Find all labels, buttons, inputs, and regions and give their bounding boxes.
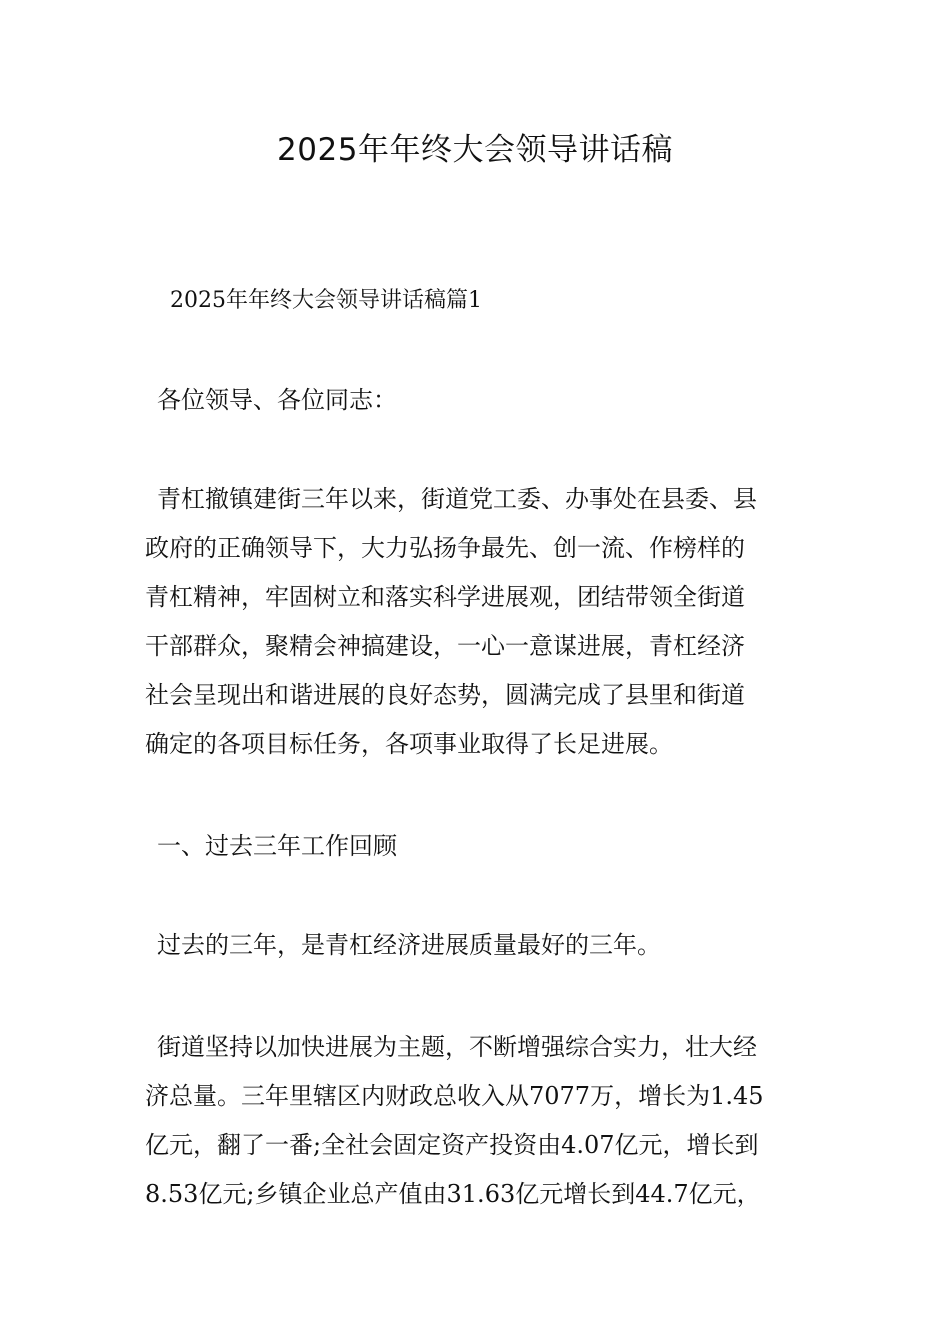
paragraph-1-line-3: 青杠精神，牢固树立和落实科学进展观，团结带领全街道 [145,583,745,611]
paragraph-3-line-3: 亿元，翻了一番;全社会固定资产投资由4.07亿元，增长到 [145,1131,759,1159]
paragraph-3-line-4: 8.53亿元;乡镇企业总产值由31.63亿元增长到44.7亿元， [145,1180,761,1208]
document-subtitle: 2025年年终大会领导讲话稿篇1 [170,288,482,313]
paragraph-1-line-6: 确定的各项目标任务，各项事业取得了长足进展。 [145,730,673,758]
paragraph-1-line-4: 干部群众，聚精会神搞建设，一心一意谋进展，青杠经济 [145,632,745,660]
paragraph-1-line-5: 社会呈现出和谐进展的良好态势，圆满完成了县里和街道 [145,681,745,709]
salutation: 各位领导、各位同志： [157,386,397,414]
section-1-heading: 一、过去三年工作回顾 [157,832,397,860]
document-title: 2025年年终大会领导讲话稿 [277,132,673,168]
paragraph-1-line-2: 政府的正确领导下，大力弘扬争最先、创一流、作榜样的 [145,534,745,562]
paragraph-1-line-1: 青杠撤镇建街三年以来，街道党工委、办事处在县委、县 [157,485,757,513]
paragraph-3-line-1: 街道坚持以加快进展为主题，不断增强综合实力，壮大经 [157,1033,757,1061]
paragraph-2: 过去的三年，是青杠经济进展质量最好的三年。 [157,931,661,959]
paragraph-3-line-2: 济总量。三年里辖区内财政总收入从7077万，增长为1.45 [145,1082,764,1110]
